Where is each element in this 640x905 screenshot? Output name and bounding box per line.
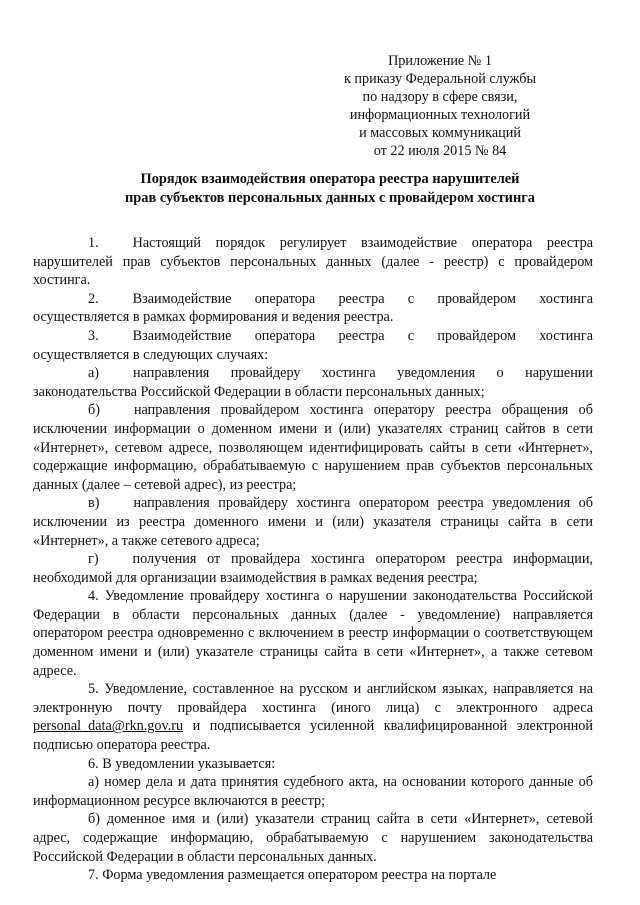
- document-body: [33, 234, 593, 885]
- appendix-line-2: к приказу Федеральной службы: [343, 71, 536, 87]
- paragraph-3b: [33, 401, 593, 494]
- paragraph-4: 4. Уведомление провайдеру хостинга о нарушении законодательства Российской Федерации в области персональных данных (далее - уведомление) направляется оператором реестра одновременно с включением в реестр информации о соответствующем доменном имени и (или) указателе страницы сайта в сети «Интернет», а также сетевом адресе.: [33, 588, 593, 679]
- paragraph-3c: [33, 494, 593, 550]
- paragraph-text: направления провайдеру хостинга уведомления о нарушении законодательства Российской Федерации в области персональных данных;: [33, 365, 593, 400]
- paragraph-6a: а) номер дела и дата принятия судебного акта, на основании которого данные об информационном ресурсе включаются в реестр;: [33, 774, 593, 809]
- appendix-line-4: информационных технологий: [349, 107, 531, 123]
- document-title: [60, 170, 600, 207]
- paragraph-number: 3.: [88, 327, 99, 344]
- email-link[interactable]: personal_data@rkn.gov.ru: [33, 718, 184, 735]
- paragraph-number: в): [88, 495, 100, 512]
- paragraph-number: г): [88, 551, 99, 568]
- appendix-line-3: по надзору в сфере связи,: [362, 89, 518, 105]
- paragraph-1: [33, 234, 593, 290]
- paragraph-7: 7. Форма уведомления размещается оператором реестра на портале: [88, 867, 497, 884]
- paragraph-number: 2.: [88, 290, 99, 307]
- paragraph-5: [33, 680, 593, 754]
- paragraph-text: Настоящий порядок регулирует взаимодействие оператора реестра нарушителей прав субъектов персональных данных (далее - реестр) с провайдером хостинга.: [33, 235, 593, 289]
- title-line-2: прав субъектов персональных данных с провайдером хостинга: [125, 189, 535, 206]
- paragraph-3: [33, 327, 593, 364]
- paragraph-3d: [33, 550, 593, 587]
- appendix-line-5: и массовых коммуникаций: [359, 125, 521, 141]
- paragraph-number: а): [88, 365, 100, 382]
- appendix-line-1: Приложение № 1: [388, 53, 492, 69]
- paragraph-text: Взаимодействие оператора реестра с провайдером хостинга осуществляется в рамках формирования и ведения реестра.: [33, 290, 593, 326]
- title-line-1: Порядок взаимодействия оператора реестра нарушителей: [140, 171, 520, 187]
- paragraph-text: и подписывается усиленной квалифицированной электронной подписью оператора реестра.: [33, 718, 593, 754]
- appendix-header: [300, 52, 580, 160]
- appendix-line-6: от 22 июля 2015 № 84: [373, 143, 507, 159]
- paragraph-text: получения от провайдера хостинга оператором реестра информации, необходимой для организации взаимодействия в рамках ведения реестра;: [33, 551, 593, 586]
- paragraph-6: 6. В уведомлении указывается:: [88, 755, 276, 772]
- paragraph-text: Взаимодействие оператора реестра с провайдером хостинга осуществляется в следующих случаях:: [33, 327, 593, 363]
- paragraph-number: 1.: [88, 235, 99, 251]
- paragraph-text: 5. Уведомление, составленное на русском и английском языках, направляется на электронную почту провайдера хостинга (иного лица) с электронного адреса: [33, 681, 593, 716]
- paragraph-3a: [33, 364, 593, 401]
- paragraph-number: б): [88, 402, 100, 419]
- paragraph-6b: б) доменное имя и (или) указатели страниц сайта в сети «Интернет», сетевой адрес, содержащие информацию, обрабатываемую с нарушением законодательства Российской Федерации в области персональных данных.: [33, 811, 593, 865]
- paragraph-2: [33, 290, 593, 327]
- paragraph-text: направления провайдеру хостинга оператором реестра уведомления об исключении из реестра доменного имени и (или) указателя страницы сайта в сети «Интернет», а также сетевого адреса;: [33, 495, 593, 549]
- paragraph-text: направления провайдером хостинга оператору реестра обращения об исключении информации о доменном имени и (или) указателях страниц сайтов в сети «Интернет», сетевом адресе, позволяющем идентифицировать сайты в сети «Интернет», содержащие информацию, обрабатываемую с нарушением прав субъектов персональных данных (далее – сетевой адрес), из реестра;: [33, 402, 593, 493]
